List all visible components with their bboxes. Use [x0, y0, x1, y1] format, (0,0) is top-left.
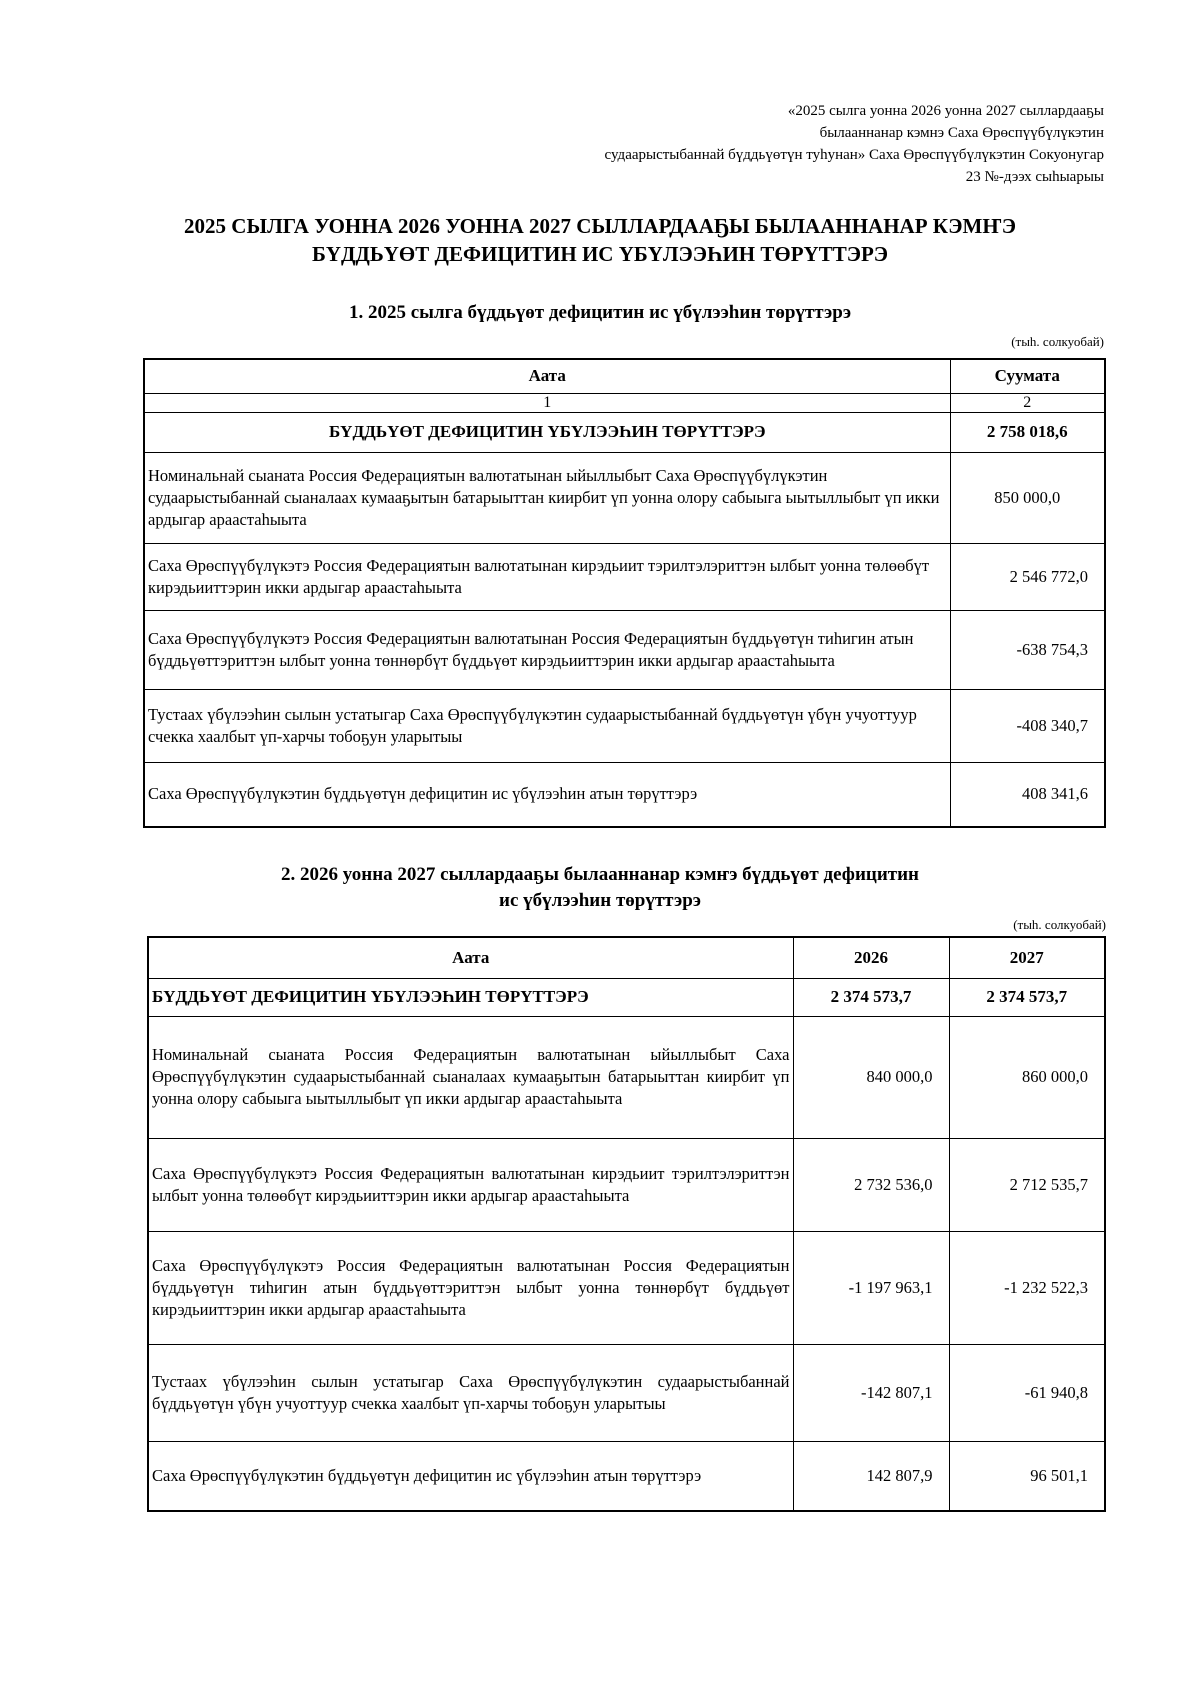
attachment-line: 23 №-дээх сыһыарыы	[965, 169, 1104, 185]
row-name: Саха Өрөспүүбүлүкэтин бүддьүөтүн дефицитин ис үбүлээһин атын төрүттэрэ	[144, 762, 950, 827]
row-name: Номинальнай сыаната Россия Федерациятын валютатынан ыйыллыбыт Саха Өрөспүүбүлүкэтин судаарыстыбаннай сыаналаах кумааҕытын батарыыттан киирбит үп уонна олору сабыыга ыытыллыбыт үп икки ардыгар араастаһыыта	[148, 1016, 793, 1138]
row-name: Номинальнай сыаната Россия Федерациятын валютатынан ыйыллыбыт Саха Өрөспүүбүлүкэтин судаарыстыбаннай сыаналаах кумааҕытын батарыыттан киирбит үп уонна олору сабыыга ыытыллыбыт үп икки ардыгар араастаһыыта	[144, 452, 950, 543]
row-2027: 860 000,0	[949, 1016, 1105, 1138]
table-row	[144, 762, 1105, 827]
table-row	[144, 543, 1105, 610]
table-row	[148, 1344, 1105, 1441]
column-header-name: Аата	[144, 359, 950, 393]
table-row	[148, 1231, 1105, 1344]
table-total-row	[144, 412, 1105, 452]
attachment-line: былааннанар кэмнэ Саха Өрөспүүбүлүкэтин	[819, 125, 1104, 141]
section2-title	[0, 862, 1200, 914]
column-header-amount: Суумата	[950, 359, 1105, 393]
row-2027: -61 940,8	[949, 1344, 1105, 1441]
section2-title-line: 2. 2026 уонна 2027 сыллардааҕы былааннанар кэмҥэ бүддьүөт дефицитин	[280, 864, 920, 885]
attachment-note	[605, 100, 1104, 188]
table-header-row	[144, 359, 1105, 393]
row-name: Саха Өрөспүүбүлүкэтэ Россия Федерациятын валютатынан Россия Федерациятын бүддьүөтүн тиһигин атын бүддьүөттэриттэн ылбыт уонна төннөрбүт бүддьүөт кирэдьииттэрин икки ардыгар араастаһыыта	[148, 1231, 793, 1344]
table-index-row	[144, 393, 1105, 412]
row-name: Тустаах үбүлээһин сылын устатыгар Саха Өрөспүүбүлүкэтин судаарыстыбаннай бүддьүөтүн үбүн учуоттуур счекка хаалбыт үп-харчы тобоҕун уларытыы	[144, 689, 950, 762]
row-2027: -1 232 522,3	[949, 1231, 1105, 1344]
table-total-row	[148, 978, 1105, 1016]
total-label: БҮДДЬҮӨТ ДЕФИЦИТИН ҮБҮЛЭЭҺИН ТӨРҮТТЭРЭ	[144, 412, 950, 452]
row-name: Саха Өрөспүүбүлүкэтин бүддьүөтүн дефицитин ис үбүлээһин атын төрүттэрэ	[148, 1441, 793, 1511]
column-index: 2	[950, 393, 1105, 412]
table-row	[144, 610, 1105, 689]
table-row	[148, 1016, 1105, 1138]
row-2026: 840 000,0	[793, 1016, 949, 1138]
column-header-name: Аата	[148, 937, 793, 978]
row-name: Саха Өрөспүүбүлүкэтэ Россия Федерациятын валютатынан Россия Федерациятын бүддьүөтүн тиһигин атын бүддьүөттэриттэн ылбыт уонна төннөрбүт бүддьүөт кирэдьииттэрин икки ардыгар араастаһыыта	[144, 610, 950, 689]
row-2027: 2 712 535,7	[949, 1138, 1105, 1231]
row-2026: 2 732 536,0	[793, 1138, 949, 1231]
row-amount: -638 754,3	[950, 610, 1105, 689]
column-index: 1	[144, 393, 950, 412]
section2-title-line: ис үбүлээһин төрүттэрэ	[499, 890, 701, 911]
table-header-row	[148, 937, 1105, 978]
total-2026: 2 374 573,7	[793, 978, 949, 1016]
row-amount: 408 341,6	[950, 762, 1105, 827]
document-title-line: 2025 СЫЛГА УОННА 2026 УОННА 2027 СЫЛЛАРДААҔЫ БЫЛААННАНАР КЭМҤЭ	[184, 214, 1016, 238]
table-row	[148, 1441, 1105, 1511]
row-amount: 2 546 772,0	[950, 543, 1105, 610]
attachment-line: судаарыстыбаннай бүддьүөтүн туһунан» Саха Өрөспүүбүлүкэтин Сокуонугар	[604, 147, 1104, 163]
row-amount: 850 000,0	[950, 452, 1105, 543]
row-name: Тустаах үбүлээһин сылын устатыгар Саха Өрөспүүбүлүкэтин судаарыстыбаннай бүддьүөтүн үбүн учуоттуур счекка хаалбыт үп-харчы тобоҕун уларытыы	[148, 1344, 793, 1441]
total-amount: 2 758 018,6	[950, 412, 1105, 452]
document-title-line: БҮДДЬҮӨТ ДЕФИЦИТИН ИС ҮБҮЛЭЭҺИН ТӨРҮТТЭРЭ	[311, 242, 889, 266]
document-title	[0, 212, 1200, 268]
section1-table	[143, 358, 1106, 828]
table-row	[144, 689, 1105, 762]
attachment-line: «2025 сылга уонна 2026 уонна 2027 сыллардааҕы	[787, 103, 1104, 119]
row-2026: 142 807,9	[793, 1441, 949, 1511]
column-header-2026: 2026	[793, 937, 949, 978]
row-2026: -1 197 963,1	[793, 1231, 949, 1344]
section2-table	[147, 936, 1106, 1512]
table-row	[148, 1138, 1105, 1231]
total-label: БҮДДЬҮӨТ ДЕФИЦИТИН ҮБҮЛЭЭҺИН ТӨРҮТТЭРЭ	[148, 978, 793, 1016]
row-2027: 96 501,1	[949, 1441, 1105, 1511]
section2-units: (тыһ. солкуобай)	[1013, 917, 1106, 932]
table-row	[144, 452, 1105, 543]
column-header-2027: 2027	[949, 937, 1105, 978]
row-name: Саха Өрөспүүбүлүкэтэ Россия Федерациятын валютатынан кирэдьиит тэрилтэлэриттэн ылбыт уонна төлөөбүт кирэдьииттэрин икки ардыгар араастаһыыта	[144, 543, 950, 610]
row-2026: -142 807,1	[793, 1344, 949, 1441]
section1-units: (тыһ. солкуобай)	[1011, 334, 1104, 349]
section1-title: 1. 2025 сылга бүддьүөт дефицитин ис үбүлээһин төрүттэрэ	[348, 302, 852, 323]
total-2027: 2 374 573,7	[949, 978, 1105, 1016]
row-amount: -408 340,7	[950, 689, 1105, 762]
row-name: Саха Өрөспүүбүлүкэтэ Россия Федерациятын валютатынан кирэдьиит тэрилтэлэриттэн ылбыт уонна төлөөбүт кирэдьииттэрин икки ардыгар араастаһыыта	[148, 1138, 793, 1231]
